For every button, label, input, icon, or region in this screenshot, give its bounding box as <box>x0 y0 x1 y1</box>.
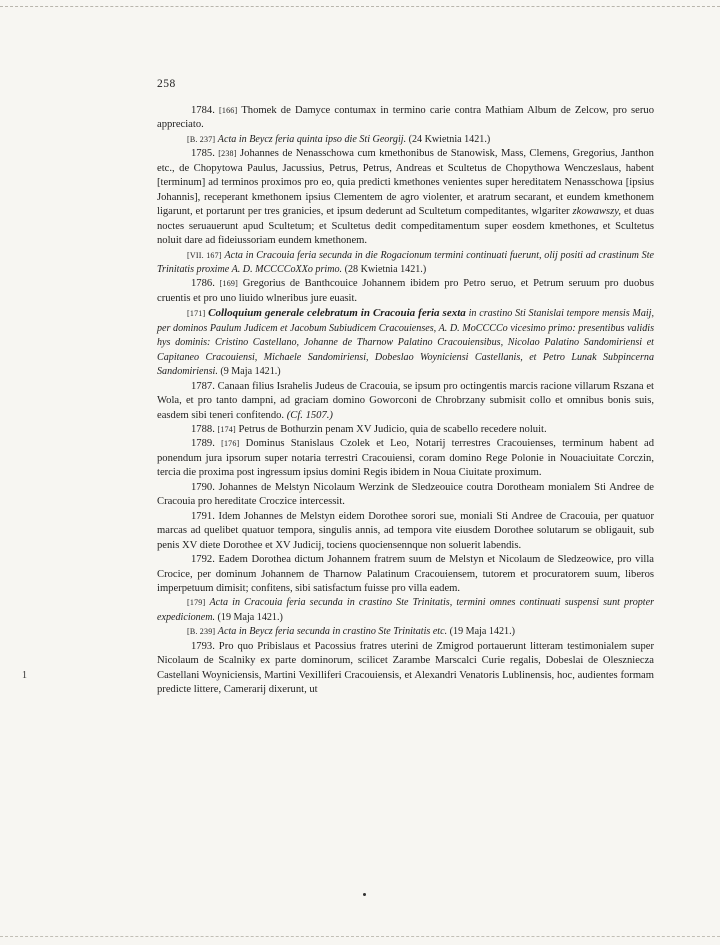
acta-date: (19 Maja 1421.) <box>217 611 283 623</box>
acta-title: Acta in Cracouia feria secunda in die Rogacionum termini continuati fuerunt, olij positi ad crastinum Ste Trinitatis proxime A. D. MCCCCoXXo primo. <box>157 249 655 275</box>
entry-number: 1793. <box>191 640 215 652</box>
entry-1791 <box>157 510 654 553</box>
entry-1785 <box>157 147 654 248</box>
source-ref: [174] <box>217 424 236 434</box>
entry-text: Gregorius de Banthcouice Johannem ibidem pro Petro seruo, et Petrum seruum pro duobus cruentis et pro uno liuido wlneribus jure euasit. <box>157 278 654 304</box>
entry-number: 1792. <box>191 554 215 566</box>
vernacular-word: zkowawszy, <box>572 206 622 218</box>
margin-mark: 1 <box>22 670 27 681</box>
entry-number: 1786. <box>191 278 215 290</box>
entry-1787 <box>157 380 654 423</box>
entry-number: 1785. <box>191 148 215 160</box>
acta-date: (24 Kwietnia 1421.) <box>408 133 491 145</box>
entry-1788 <box>157 423 654 437</box>
entry-1784 <box>157 104 654 133</box>
entry-text: Canaan filius Israhelis Judeus de Cracouia, se ipsum pro octingentis marcis racione villarum Rszana et Wola, et pro tanto dampni, ad graciam domino Goworconi de Chrobrzany submisit collo et omnibus bonis suis, easdem sibi teneri confitendo. <box>157 380 654 421</box>
entry-1789 <box>157 437 654 480</box>
page-number: 258 <box>157 78 176 90</box>
entry-text: Petrus de Bothurzin penam XV Judicio, quia de scabello recedere noluit. <box>238 423 547 435</box>
entry-text: Eadem Dorothea dictum Johannem fratrem suum de Melstyn et Nicolaum de Sledzeowice, pro villa Crocice, per dominum Johannem de Tharnow Palatinum Cracouiensem, tutorem et procuratorem suum, liberos imperpetuum dimisit; confitens, sibi satisfactum fuisse pro villa eadem. <box>157 554 654 594</box>
entry-1786 <box>157 277 654 306</box>
entry-text: Pro quo Pribislaus et Pacossius fratres uterini de Zmigrod portauerunt litteram testimonialem super Nicolaum de Scalniky ex parte dominorum, scilicet Zarambe Marscalci Curie regalis, Dobeslai de Oleszniecza Castellani Woyniciensis, Martini Vexilliferi Cracouiensis, et Alexandri Venatoris Lublinensis, hoc, audientes formam predicte littere, Camerarij dixerunt, ut <box>157 640 654 696</box>
colloquium-text: in crastino Sti Stanislai tempore mensis Maij, per dominos Paulum Judicem et Jacobum Subiudicem Cracouienses, A. D. MoCCCCo vicesimo primo: presentibus validis hys dominis: Cristino Castellano, Johanne de Tharnow Palatino Cracouiensibus, Nicolao Palatino Sandomiriensi et Capitaneo Cracouiensi, Michaele Sandomiriensi, Dobeslao Woyniciensi Castellanis, et Petro Lunak Subpincerna Sandomiriensi. <box>157 308 654 378</box>
acta-title: Acta in Cracouia feria secunda in crastino Ste Trinitatis, termini omnes continuati suspensi sunt propter expedicionem. <box>157 597 655 623</box>
acta-date: (19 Maja 1421.) <box>449 626 515 638</box>
scan-edge-top <box>0 6 720 7</box>
entry-number: 1789. <box>191 438 215 450</box>
source-ref: [171] <box>187 309 206 319</box>
entry-1790 <box>157 481 654 510</box>
acta-title: Acta in Beycz feria quinta ipso die Sti Georgij. <box>217 133 407 145</box>
scan-speck <box>363 893 366 896</box>
entry-1793 <box>157 640 654 698</box>
scan-edge-bottom <box>0 936 720 937</box>
entry-number: 1784. <box>191 105 215 116</box>
entry-1792 <box>157 553 654 596</box>
entry-text: Dominus Stanislaus Czolek et Leo, Notarij terrestres Cracouienses, terminum habent ad ponendum jura ipsorum super notaria terrestri Cracouiensi, coram domino Rege Polonie in Nouaciuitate Corczin, tercia die proxima post ingressum ipsius domini Regis ibidem in Noua Ciuitate proximum. <box>157 438 655 479</box>
acta-heading-beycz-1 <box>157 133 654 147</box>
entry-text: Johannes de Nenasschowa cum kmethonibus de Stanowisk, Mass, Clemens, Gregorius, Janthon etc., de Chopytowa Paulus, Jacussius, Petrus, Petrus, Andreas et Scultetus de Chopythowa Wenczeslaus, habent [terminum] ad terminos proximos pro eo, quia predicti kmethones venientes super hereditatem Nenasschowa [ipsius Johannis], receperant kmethonem ipsius Clementem de agro violenter, et aratrum secarant, et eundem kmethonem ligarunt, et portarunt per tres granicies, et ipsum dederunt ad Scultetum compeditantes, wlgariter <box>157 148 654 218</box>
source-ref: [B. 237] <box>187 134 216 144</box>
acta-date: (28 Kwietnia 1421.) <box>344 263 427 275</box>
source-ref: [B. 239] <box>187 627 216 637</box>
source-ref: [176] <box>221 439 240 449</box>
entry-number: 1788. <box>191 423 215 435</box>
source-ref: [238] <box>218 149 237 159</box>
entry-text: Johannes de Melstyn Nicolaum Werzink de Sledzeouice coutra Dorotheam monialem Sti Andree de Cracouia pro hereditate Croczice intercessit. <box>157 481 654 508</box>
colloquium-title: Colloquium generale celebratum in Cracouia feria sexta <box>208 307 466 320</box>
acta-title: Acta in Beycz feria secunda in crastino Ste Trinitatis etc. <box>217 626 448 638</box>
source-ref: [VII. 167] <box>187 250 222 260</box>
source-ref: [169] <box>219 279 238 289</box>
acta-heading-cracouia-1 <box>157 249 654 278</box>
source-ref: [166] <box>219 106 238 115</box>
entry-number: 1790. <box>191 481 215 493</box>
entry-text: Thomek de Damyce contumax in termino carie contra Mathiam Album de Zelcow, pro seruo appreciato. <box>157 105 654 131</box>
acta-date: (9 Maja 1421.) <box>220 366 281 378</box>
entry-number: 1791. <box>191 510 215 522</box>
cross-reference: (Cf. 1507.) <box>286 409 333 421</box>
entry-number: 1787. <box>191 380 215 392</box>
document-body <box>157 104 654 698</box>
entry-text-end: et duas noctes seruauerunt apud Scultetum; et Scultetus dedit compeditamentum super eosdem kmethones, et Scultetus noluit dare ad fideiussoriam eundem kmethonem. <box>157 206 654 247</box>
entry-text: Idem Johannes de Melstyn eidem Dorothee sorori sue, moniali Sti Andree de Cracouia, per quatuor marcas ad quelibet quatuor tempora, singulis annis, ad tempora vite eiusdem Dorothee solutarum se obligauit, sub penis XV diete Dorothee et XV Judicij, tociens quociensennque non soluerit labendis. <box>157 510 654 551</box>
acta-heading-beycz-2 <box>157 625 654 639</box>
acta-heading-cracouia-2 <box>157 596 654 625</box>
source-ref: [179] <box>187 598 206 608</box>
colloquium-heading <box>157 306 654 379</box>
